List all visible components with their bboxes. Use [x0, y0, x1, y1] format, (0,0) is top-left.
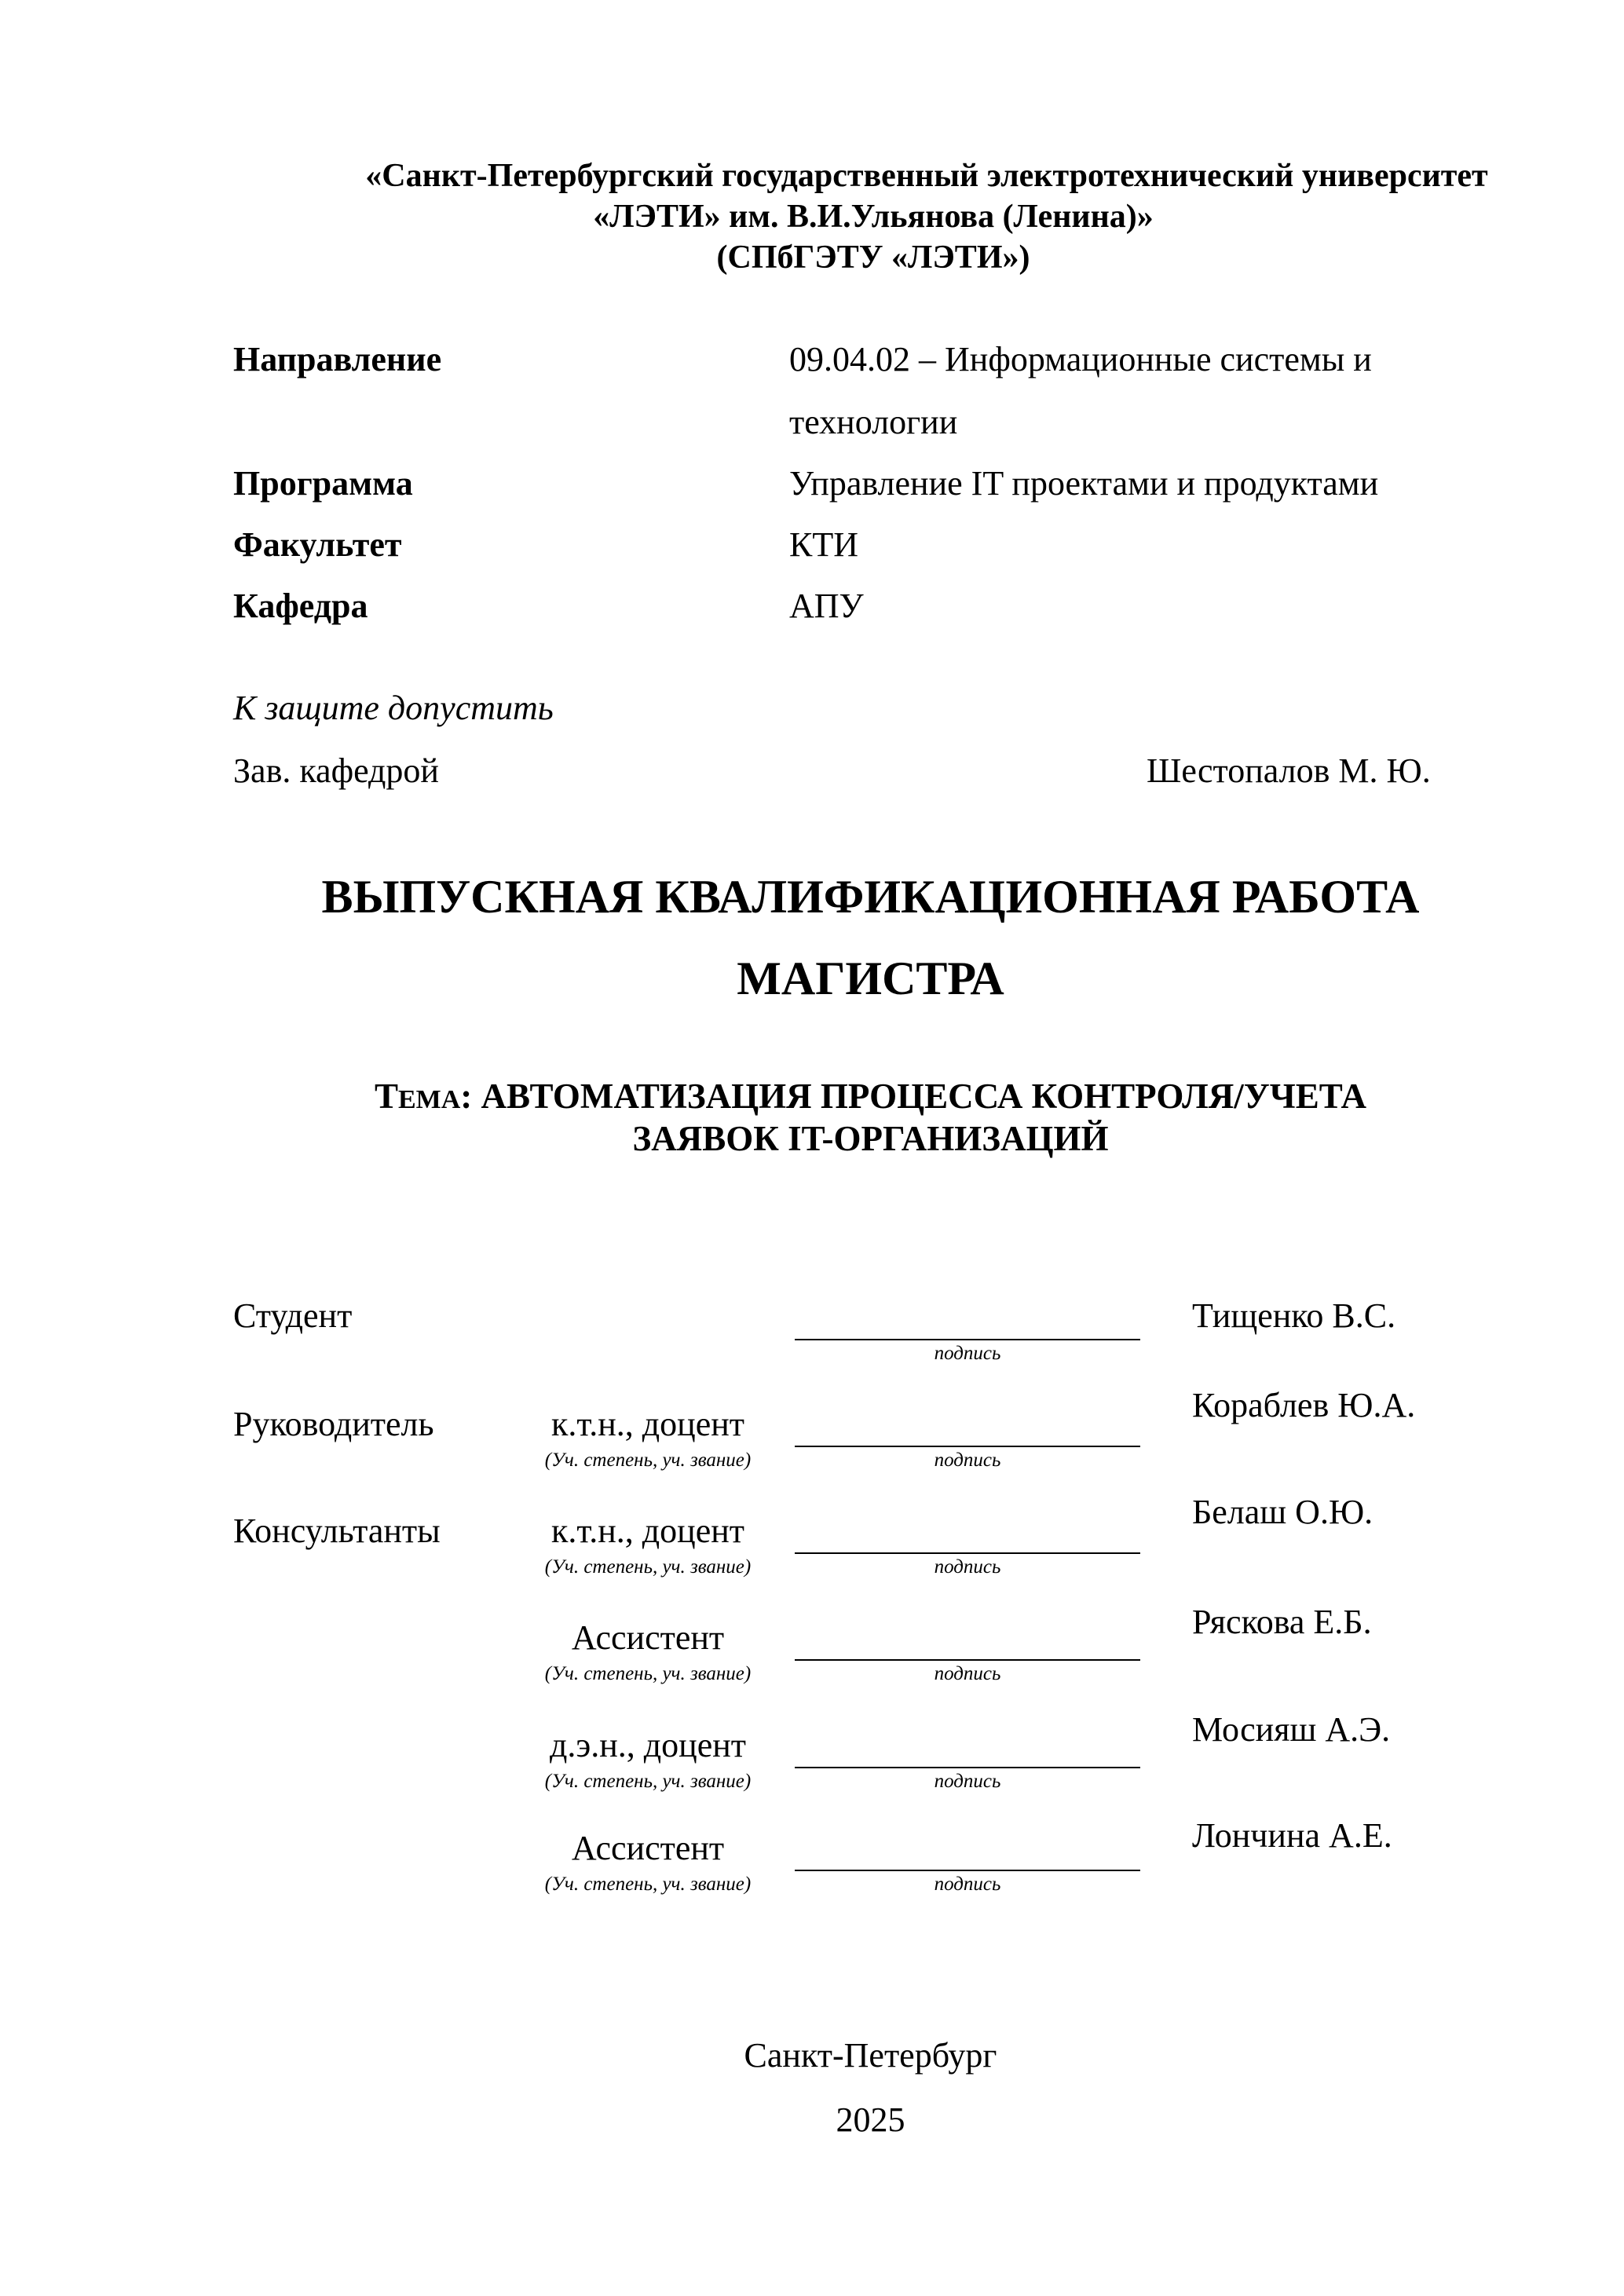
consultant-1-name: Белаш О.Ю.	[1192, 1493, 1373, 1531]
department-head-label: Зав. кафедрой	[233, 751, 439, 790]
thesis-title-line-1: ВЫПУСКНАЯ КВАЛИФИКАЦИОННАЯ РАБОТА	[321, 871, 1420, 923]
theme-prefix-initial: Т	[374, 1077, 398, 1116]
signature-line	[795, 1767, 1140, 1768]
signature-hint: подпись	[934, 1771, 1001, 1792]
degree-hint: (Уч. степень, уч. звание)	[544, 1556, 752, 1578]
signature-hint: подпись	[934, 1874, 1001, 1895]
signature-line	[795, 1659, 1140, 1661]
degree-hint: (Уч. степень, уч. звание)	[544, 1874, 752, 1895]
signature-line	[795, 1446, 1140, 1447]
theme-prefix-rest: ЕМА	[397, 1085, 461, 1114]
direction-label: Направление	[233, 340, 442, 378]
university-name-line-2: «ЛЭТИ» им. В.И.Ульянова (Ленина)»	[593, 199, 1154, 235]
signature-hint: подпись	[934, 1663, 1001, 1684]
faculty-value: КТИ	[789, 525, 858, 564]
city: Санкт-Петербург	[744, 2036, 997, 2075]
supervisor-degree: к.т.н., доцент	[550, 1405, 745, 1443]
consultant-4-name: Лончина А.Е.	[1192, 1816, 1392, 1855]
signature-hint: подпись	[934, 1343, 1001, 1364]
thesis-title-line-2: МАГИСТРА	[737, 952, 1004, 1004]
student-name: Тищенко В.С.	[1192, 1296, 1396, 1335]
program-label: Программа	[233, 464, 413, 503]
thesis-theme-line-2: ЗАЯВОК IT-ОРГАНИЗАЦИЙ	[632, 1119, 1109, 1158]
thesis-theme-line-1	[0, 1076, 1624, 1117]
signature-line	[795, 1339, 1140, 1340]
consultant-2-degree: Ассистент	[571, 1618, 725, 1657]
signature-hint: подпись	[934, 1556, 1001, 1578]
role-supervisor: Руководитель	[233, 1405, 434, 1443]
year: 2025	[836, 2100, 905, 2139]
faculty-label: Факультет	[233, 525, 402, 564]
university-abbreviation: (СПбГЭТУ «ЛЭТИ»)	[716, 239, 1030, 276]
department-head-name: Шестопалов М. Ю.	[1147, 751, 1431, 790]
admit-to-defense: К защите допустить	[233, 689, 554, 727]
supervisor-name: Кораблев Ю.А.	[1192, 1386, 1416, 1424]
signature-line	[795, 1552, 1140, 1554]
theme-text-line-1: : АВТОМАТИЗАЦИЯ ПРОЦЕССА КОНТРОЛЯ/УЧЕТА	[460, 1077, 1367, 1116]
direction-value-continued: технологии	[789, 403, 958, 441]
role-student: Студент	[233, 1296, 353, 1335]
signature-hint: подпись	[934, 1450, 1001, 1471]
consultant-3-name: Мосияш А.Э.	[1192, 1710, 1391, 1749]
role-consultants: Консультанты	[233, 1512, 441, 1550]
consultant-3-degree: д.э.н., доцент	[549, 1726, 747, 1764]
consultant-4-degree: Ассистент	[571, 1829, 725, 1867]
program-value: Управление IT проектами и продуктами	[789, 464, 1379, 503]
degree-hint: (Уч. степень, уч. звание)	[544, 1450, 752, 1471]
degree-hint: (Уч. степень, уч. звание)	[544, 1771, 752, 1792]
consultant-2-name: Ряскова Е.Б.	[1192, 1603, 1372, 1641]
signature-line	[795, 1870, 1140, 1871]
university-name-line-1: «Санкт-Петербургский государственный электротехнический университет	[365, 158, 1488, 194]
degree-hint: (Уч. степень, уч. звание)	[544, 1663, 752, 1684]
department-label: Кафедра	[233, 587, 368, 625]
department-value: АПУ	[789, 587, 864, 625]
direction-value: 09.04.02 – Информационные системы и	[789, 340, 1372, 378]
consultant-1-degree: к.т.н., доцент	[550, 1512, 745, 1550]
